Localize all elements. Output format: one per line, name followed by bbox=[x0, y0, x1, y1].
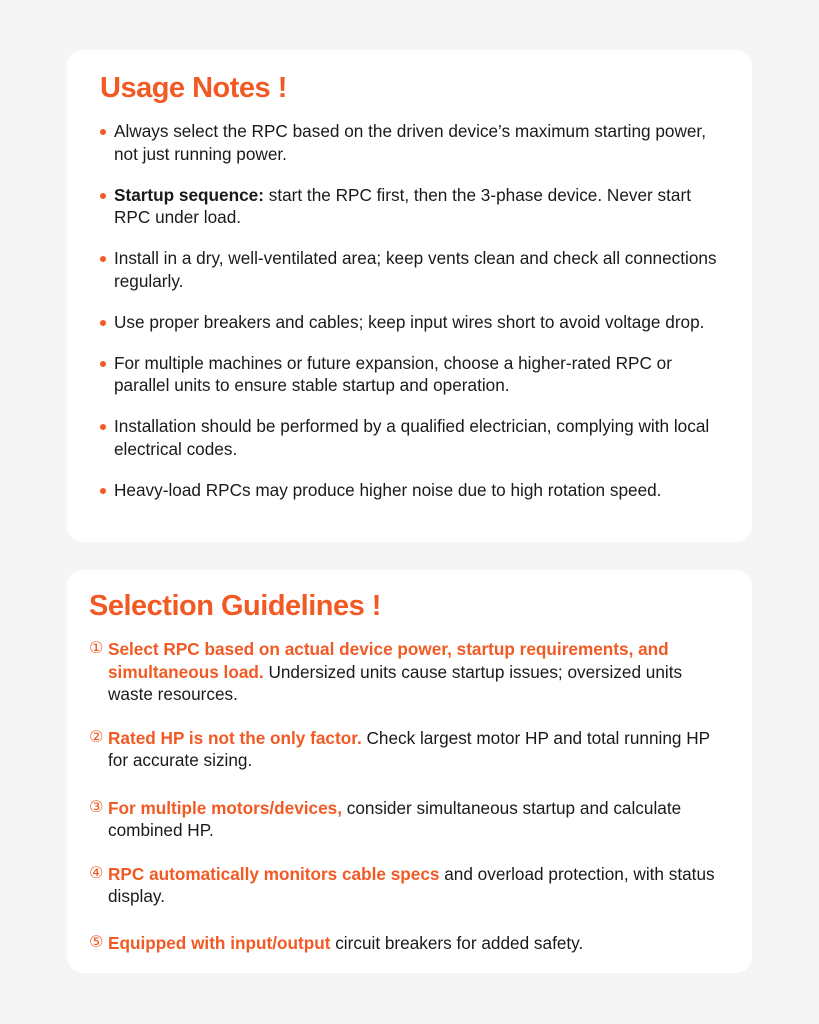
guide-text: consider simultaneous startup and calculate combined HP. bbox=[108, 797, 682, 840]
list-item bbox=[100, 415, 722, 460]
list-item bbox=[100, 247, 722, 292]
bullet-dot-icon bbox=[100, 193, 106, 199]
guide-highlight: Equipped with input/output bbox=[108, 932, 331, 953]
note-text: Use proper breakers and cables; keep input wires short to avoid voltage drop. bbox=[114, 311, 705, 332]
note-text: start the RPC first, then the 3-phase device. Never start RPC under load. bbox=[114, 184, 691, 227]
note-text: Always select the RPC based on the driven device’s maximum starting power, not just running power. bbox=[114, 121, 706, 164]
circled-number: ④ bbox=[89, 864, 104, 882]
circled-number: ② bbox=[89, 728, 104, 746]
bullet-dot-icon bbox=[100, 361, 106, 367]
note-text: Installation should be performed by a qualified electrician, complying with local electrical codes. bbox=[114, 416, 710, 459]
selection-guidelines-list bbox=[89, 638, 726, 954]
list-item bbox=[89, 863, 726, 908]
guide-text: and overload protection, with status display. bbox=[108, 863, 715, 906]
list-item bbox=[89, 932, 726, 955]
bullet-dot-icon bbox=[100, 488, 106, 494]
bullet-dot-icon bbox=[100, 129, 106, 135]
guide-text: Undersized units cause startup issues; oversized units waste resources. bbox=[108, 661, 683, 704]
bullet-dot-icon bbox=[100, 424, 106, 430]
note-text: For multiple machines or future expansion, choose a higher-rated RPC or parallel units to ensure stable startup and operation. bbox=[114, 352, 672, 395]
list-item bbox=[89, 638, 726, 706]
circled-number: ① bbox=[89, 640, 104, 657]
list-item bbox=[89, 727, 726, 772]
list-item bbox=[89, 797, 726, 842]
note-bold: Startup sequence: bbox=[114, 184, 264, 205]
bullet-dot-icon bbox=[100, 320, 106, 326]
selection-guidelines-title: Selection Guidelines ! bbox=[89, 590, 381, 622]
note-text: Install in a dry, well-ventilated area; keep vents clean and check all connections regularly. bbox=[114, 248, 717, 291]
selection-guidelines-card bbox=[67, 570, 752, 973]
guide-highlight: For multiple motors/devices, bbox=[108, 797, 342, 818]
bullet-dot-icon bbox=[100, 256, 106, 262]
list-item bbox=[100, 479, 722, 502]
guide-text: Check largest motor HP and total running HP for accurate sizing. bbox=[108, 727, 710, 770]
guide-highlight: Select RPC based on actual device power, startup requirements, and simultaneous load. bbox=[108, 639, 669, 682]
guide-text: circuit breakers for added safety. bbox=[330, 932, 584, 953]
list-item bbox=[100, 352, 722, 397]
guide-highlight: RPC automatically monitors cable specs bbox=[108, 863, 440, 884]
guide-highlight: Rated HP is not the only factor. bbox=[108, 727, 362, 748]
note-text: Heavy-load RPCs may produce higher noise due to high rotation speed. bbox=[114, 479, 662, 500]
circled-number: ⑤ bbox=[89, 933, 104, 951]
list-item bbox=[100, 120, 722, 165]
list-item bbox=[100, 311, 722, 334]
usage-notes-list bbox=[100, 120, 722, 501]
list-item bbox=[100, 184, 722, 229]
usage-notes-title: Usage Notes ! bbox=[100, 72, 287, 104]
usage-notes-card bbox=[67, 50, 752, 542]
circled-number: ③ bbox=[89, 798, 104, 816]
